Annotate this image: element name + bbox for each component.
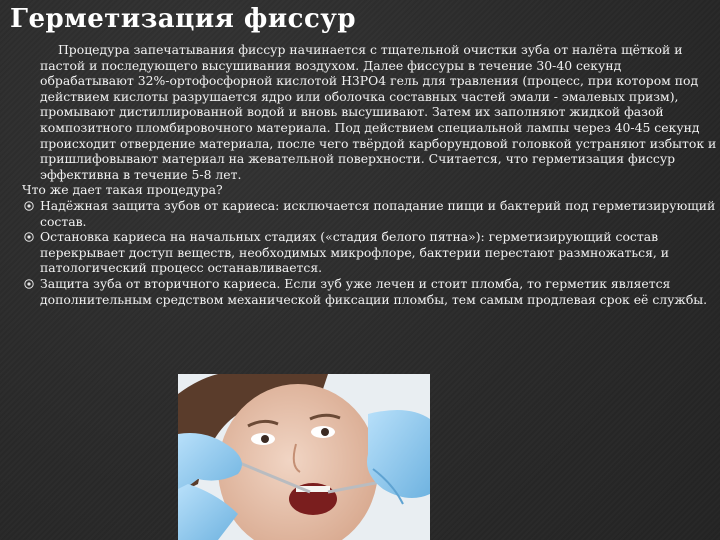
list-item: [18, 229, 718, 276]
benefits-list: [18, 198, 718, 307]
target-bullet-icon: [24, 279, 34, 289]
list-item-text: Надёжная защита зубов от кариеса: исключается попадание пищи и бактерий под герметизирующий состав.: [40, 197, 716, 229]
target-bullet-icon: [24, 232, 34, 242]
dental-photo-illustration: [178, 374, 430, 540]
intro-paragraph: Процедура запечатывания фиссур начинается с тщательной очистки зуба от налёта щёткой и пастой и последующего высушивания воздухом. Далее фиссуры в течение 30-40 секунд обрабатывают 32%-ортофосфорной кислотой H3PO4 гель для травления (процесс, при котором под действием кислоты разрушается ядро или оболочка составных частей эмали - эмалевых призм), промывают дистиллированной водой и вновь высушивают. Затем их заполняют жидкой фазой композитного пломбировочного материала. Под действием специальной лампы через 40-45 секунд происходит отвердение материала, после чего твёрдой карборундовой головкой устраняют избыток и пришлифовывают материал на жевательной поверхности. Считается, что герметизация фиссур эффективна в течение 5-8 лет.: [40, 42, 717, 182]
list-item: [18, 276, 718, 307]
dental-procedure-photo: [178, 374, 430, 540]
list-item: [18, 198, 718, 229]
slide-content: [18, 42, 718, 307]
list-item-text: Остановка кариеса на начальных стадиях («стадия белого пятна»): герметизирующий состав перекрывает доступ веществ, необходимых микрофлоре, бактерии перестают размножаться, и патологический процесс останавливается.: [40, 229, 670, 276]
target-bullet-icon: [24, 201, 34, 211]
list-item-text: Защита зуба от вторичного кариеса. Если зуб уже лечен и стоит пломба, то герметик является дополнительным средством механической фиксации пломбы, тем самым продлевая срок её службы.: [40, 275, 708, 307]
question-line: Что же дает такая процедура?: [22, 182, 223, 198]
slide-title: Герметизация фиссур: [10, 4, 357, 34]
